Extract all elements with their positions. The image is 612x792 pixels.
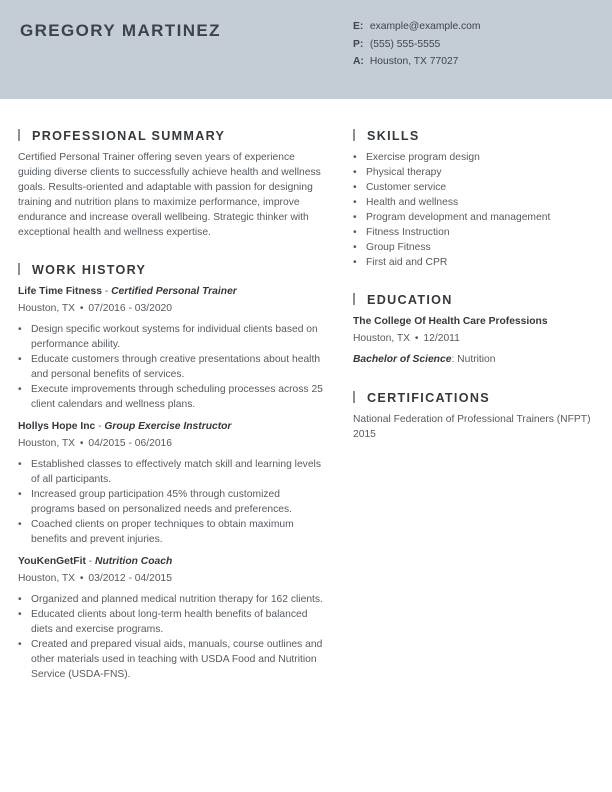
skill-item: • Health and wellness — [353, 195, 598, 210]
job-bullets — [18, 592, 326, 682]
job-entry — [18, 284, 326, 412]
job-company: YouKenGetFit — [18, 556, 86, 567]
summary-text: Certified Personal Trainer offering seven years of experience guiding diverse clients to successfully achieve health and wellness goals. Results-oriented and adaptable with passion for designing training and nutrition plans to maximize performance, improve endurance and increase overall wellbeing. Strategic thinker with exceptional health and wellness expertise. — [18, 152, 321, 238]
education-date: 12/2011 — [423, 333, 460, 344]
skills-list — [353, 150, 598, 270]
job-location: Houston, TX — [18, 303, 76, 314]
job-bullet: • Established classes to effectively match skill and learning levels of all participants. — [18, 457, 326, 487]
skill-item: • First aid and CPR — [353, 255, 598, 270]
certifications-heading — [353, 388, 598, 408]
contact-email: example@example.com — [369, 21, 481, 32]
job-meta-dot: • — [79, 438, 84, 449]
job-heading — [18, 284, 326, 299]
contact-address-row — [353, 53, 480, 71]
education-meta — [353, 331, 598, 346]
job-role: Group Exercise Instructor — [104, 421, 232, 432]
skill-item: • Program development and management — [353, 210, 598, 225]
certification-name: National Federation of Professional Trainers (NFPT) — [353, 414, 591, 425]
contact-email-row — [353, 18, 480, 36]
summary-heading — [18, 126, 326, 146]
job-location: Houston, TX — [18, 438, 76, 449]
contact-address: Houston, TX 77027 — [369, 56, 459, 67]
skills-heading — [353, 126, 598, 146]
contact-phone-row — [353, 36, 480, 54]
job-entry — [18, 554, 326, 682]
section-divider-bar — [18, 129, 20, 141]
job-meta — [18, 571, 326, 586]
resume-header — [0, 0, 612, 99]
job-bullet: • Created and prepared visual aids, manuals, course outlines and other materials used in teaching with USDA Food and Nutrition Service (USDA-FNS). — [18, 637, 326, 682]
skill-item: • Customer service — [353, 180, 598, 195]
job-heading — [18, 554, 326, 569]
section-divider-bar — [18, 263, 20, 275]
section-divider-bar — [353, 129, 355, 141]
certification-year: 2015 — [353, 429, 376, 440]
work-title: WORK HISTORY — [32, 263, 147, 277]
education-heading — [353, 290, 598, 310]
job-meta — [18, 436, 326, 451]
work-heading — [18, 260, 326, 280]
section-divider-bar — [353, 293, 355, 305]
job-bullet: • Educate customers through creative presentations about health and personal benefits of services. — [18, 352, 326, 382]
left-column — [18, 126, 326, 682]
job-role: Certified Personal Trainer — [111, 286, 237, 297]
job-company: Life Time Fitness — [18, 286, 102, 297]
section-divider-bar — [353, 391, 355, 403]
skill-item: • Group Fitness — [353, 240, 598, 255]
job-dates: 07/2016 - 03/2020 — [88, 303, 172, 314]
job-bullet: • Design specific workout systems for individual clients based on performance ability. — [18, 322, 326, 352]
job-separator: - — [101, 286, 112, 297]
education-degree — [353, 352, 598, 367]
education-meta-dot: • — [414, 333, 419, 344]
contact-email-key: E: — [353, 21, 364, 32]
job-meta — [18, 301, 326, 316]
job-company: Hollys Hope Inc — [18, 421, 96, 432]
education-degree-separator: : — [451, 354, 458, 365]
contact-phone: (555) 555-5555 — [369, 38, 441, 50]
education-title: EDUCATION — [367, 293, 453, 307]
job-heading — [18, 419, 326, 434]
education-field: Nutrition — [457, 354, 496, 365]
job-bullet: • Coached clients on proper techniques to obtain maximum benefits and prevent injuries. — [18, 517, 326, 547]
job-location: Houston, TX — [18, 573, 76, 584]
skill-item: • Fitness Instruction — [353, 225, 598, 240]
job-meta-dot: • — [79, 303, 84, 314]
summary-title: PROFESSIONAL SUMMARY — [32, 129, 226, 143]
education-school: The College Of Health Care Professions — [353, 316, 548, 327]
certifications-title: CERTIFICATIONS — [367, 391, 490, 405]
job-bullet: • Organized and planned medical nutrition therapy for 162 clients. — [18, 592, 326, 607]
contact-phone-key: P: — [353, 38, 364, 50]
candidate-name: GREGORY MARTINEZ — [20, 21, 221, 40]
job-role: Nutrition Coach — [95, 556, 173, 567]
contact-block — [353, 18, 480, 71]
contact-address-key: A: — [353, 56, 364, 67]
job-dates: 03/2012 - 04/2015 — [88, 573, 172, 584]
skill-item: • Exercise program design — [353, 150, 598, 165]
job-bullets — [18, 457, 326, 547]
job-dates: 04/2015 - 06/2016 — [88, 438, 172, 449]
job-bullets — [18, 322, 326, 412]
education-degree-label: Bachelor of Science — [353, 354, 452, 365]
education-location: Houston, TX — [353, 333, 411, 344]
skills-title: SKILLS — [367, 129, 420, 143]
job-meta-dot: • — [79, 573, 84, 584]
job-separator: - — [95, 421, 105, 432]
skill-item: • Physical therapy — [353, 165, 598, 180]
job-bullet: • Increased group participation 45% through customized programs based on personalized needs and preferences. — [18, 487, 326, 517]
right-column — [353, 126, 598, 442]
job-bullet: • Educated clients about long-term health benefits of balanced diets and exercise programs. — [18, 607, 326, 637]
job-bullet: • Execute improvements through scheduling processes across 25 client calendars and wellness plans. — [18, 382, 326, 412]
job-entry — [18, 419, 326, 547]
job-separator: - — [85, 556, 96, 567]
